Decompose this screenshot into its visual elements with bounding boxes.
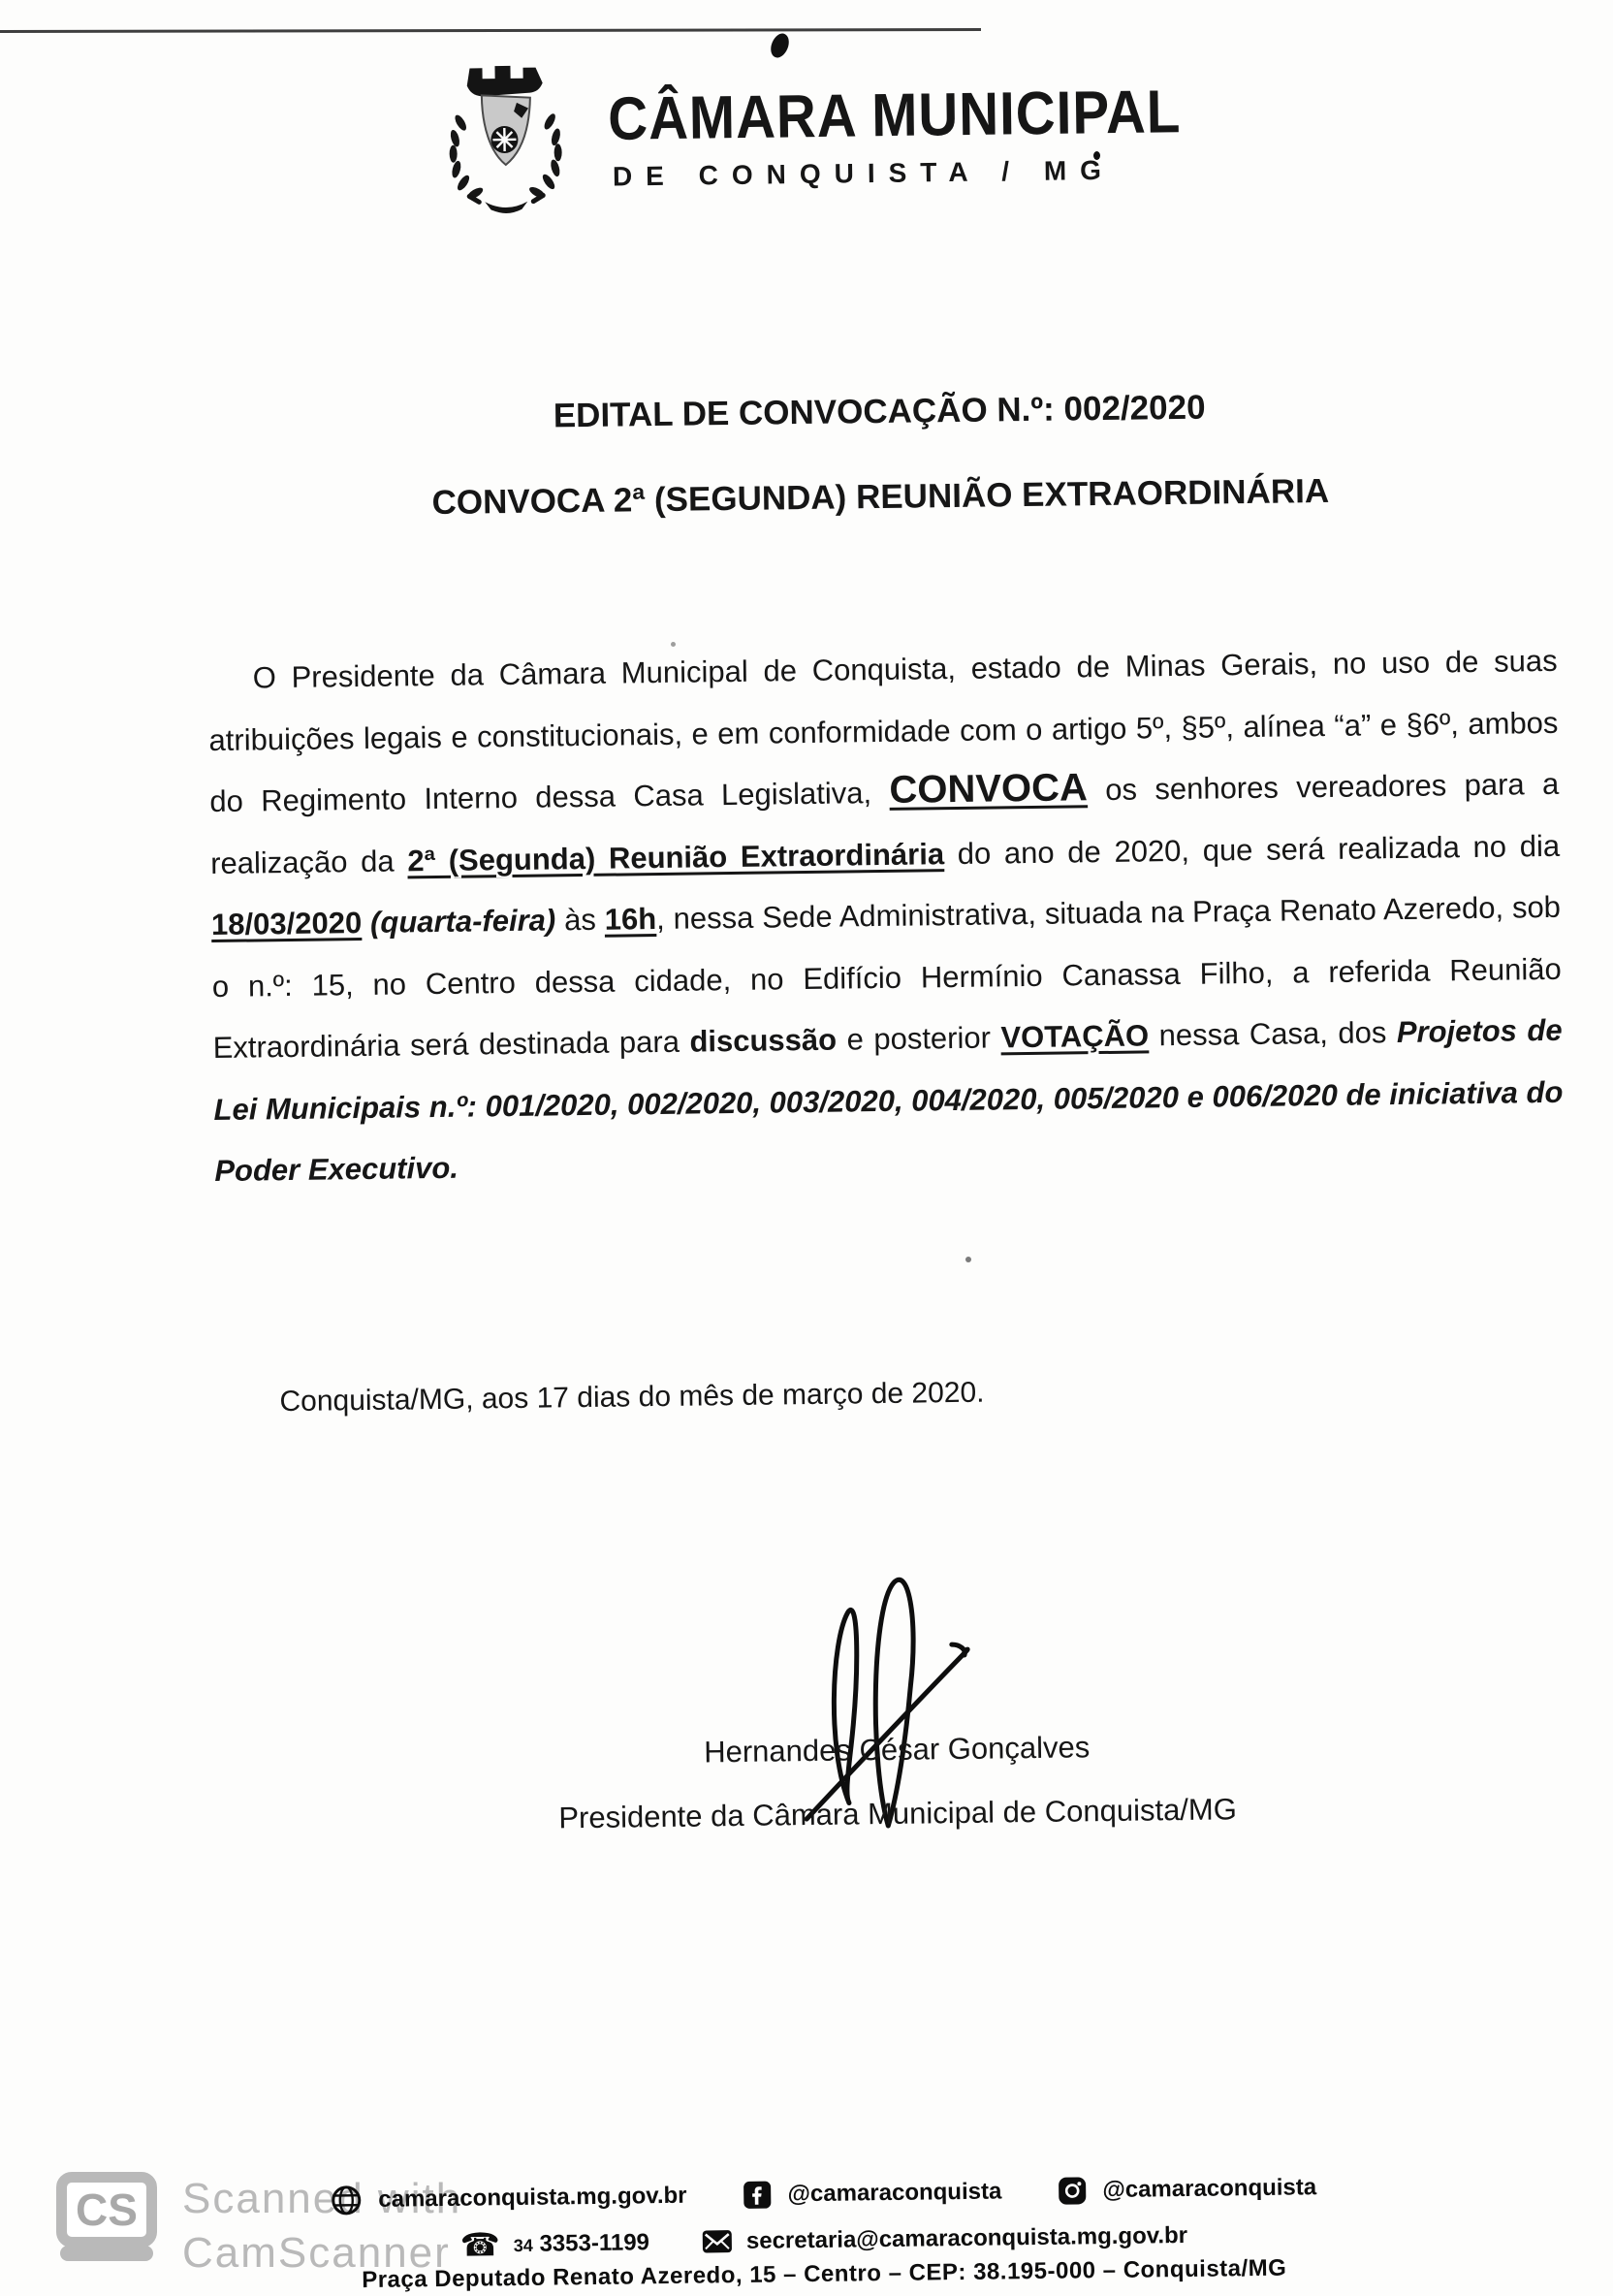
footer-website: camaraconquista.mg.gov.br bbox=[378, 2182, 687, 2213]
body-run: às bbox=[555, 902, 605, 938]
body-run: CONVOCA bbox=[889, 766, 1089, 812]
body-run: 16h bbox=[604, 902, 657, 937]
body-run: , nessa Sede Administrativa, situada na Praça Renato Azeredo, sob o n.º: 15, no Centro dessa cidade, no Edifício Hermínio Canassa Filho, a referida Reunião Extraordinária será destinada para bbox=[211, 889, 1562, 1066]
body-run: os senhores vereadores para a realização da bbox=[209, 766, 1560, 880]
document-title: EDITAL DE CONVOCAÇÃO N.º: 002/2020 bbox=[553, 388, 1206, 435]
body-run: discussão bbox=[689, 1022, 838, 1059]
body-run: 2ª (Segunda) Reunião Extraordinária bbox=[407, 836, 945, 877]
dateline: Conquista/MG, aos 17 dias do mês de março de 2020. bbox=[279, 1376, 985, 1419]
email-icon bbox=[702, 2229, 733, 2253]
camscanner-logo-text: CS bbox=[56, 2172, 157, 2248]
facebook-icon bbox=[743, 2181, 772, 2210]
body-run: VOTAÇÃO bbox=[1000, 1018, 1150, 1055]
footer-phone-number: 3353-1199 bbox=[539, 2228, 650, 2257]
org-name: CÂMARA MUNICIPAL bbox=[607, 77, 1182, 153]
footer-facebook-handle: @camaraconquista bbox=[787, 2178, 1002, 2208]
coat-of-arms-icon bbox=[423, 53, 587, 222]
signer-name: Hernandes César Gonçalves bbox=[703, 1730, 1091, 1770]
document-subtitle: CONVOCA 2ª (SEGUNDA) REUNIÃO EXTRAORDINÁRIA bbox=[431, 471, 1330, 523]
body-run: e posterior bbox=[836, 1020, 1001, 1057]
watermark-line2: CamScanner bbox=[182, 2229, 451, 2277]
phone-icon: ☎ bbox=[459, 2225, 501, 2264]
body-paragraph bbox=[207, 630, 1564, 1202]
footer-web-social bbox=[16, 2167, 1613, 2221]
footer-email: secretaria@camaraconquista.mg.gov.br bbox=[745, 2221, 1188, 2254]
globe-icon bbox=[330, 2184, 363, 2216]
instagram-icon bbox=[1058, 2176, 1087, 2205]
body-run: Projetos de Lei Municipais n.º: 001/2020, 002/2020, 003/2020, 004/2020, 005/2020 e 006/2020 de iniciativa do Poder Executivo. bbox=[213, 1012, 1564, 1189]
footer-address: Praça Deputado Renato Azeredo, 15 – Centro – CEP: 38.195-000 – Conquista/MG bbox=[362, 2254, 1287, 2294]
body-run: do ano de 2020, que será realizada no dia bbox=[943, 828, 1561, 871]
watermark-line1: Scanned with bbox=[182, 2175, 462, 2222]
body-run: (quarta-feira) bbox=[369, 903, 556, 940]
signer-role: Presidente da Câmara Municipal de Conquista/MG bbox=[558, 1792, 1238, 1835]
org-subtitle: DE CONQUISTA / MG bbox=[612, 154, 1116, 192]
body-run: nessa Casa, dos bbox=[1148, 1015, 1398, 1053]
footer-phone bbox=[514, 2229, 650, 2258]
body-run: 18/03/2020 bbox=[210, 906, 363, 942]
footer-phone-area: 34 bbox=[513, 2235, 533, 2255]
footer-instagram-handle: @camaraconquista bbox=[1102, 2174, 1317, 2204]
body-run: O Presidente da Câmara Municipal de Conquista, estado de Minas Gerais, no uso de suas atribuições legais e constitucionais, e em conformidade com o artigo 5º, §5º, alínea “a” e §6º, ambos do Regimento Interno dessa Casa Legislativa, bbox=[208, 643, 1559, 819]
